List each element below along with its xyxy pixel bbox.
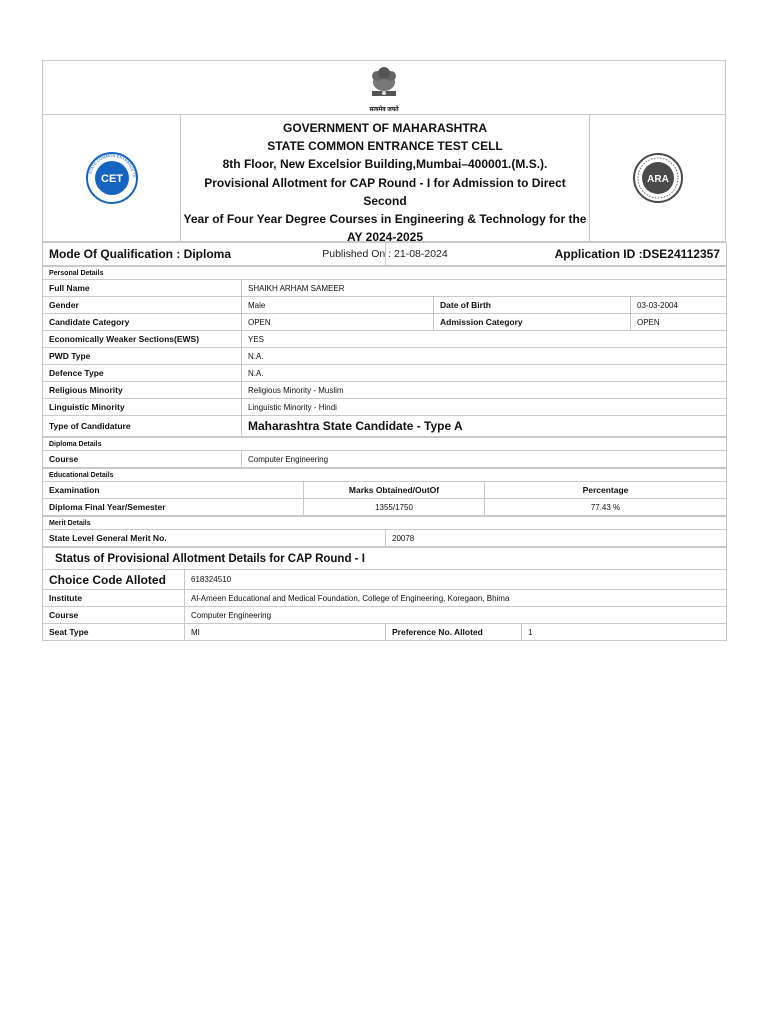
preference-value: 1 — [522, 624, 727, 641]
dob-value: 03-03-2004 — [631, 297, 727, 314]
choice-code-value: 618324510 — [185, 570, 727, 590]
candidate-category-value: OPEN — [242, 314, 434, 331]
admission-category-value: OPEN — [631, 314, 727, 331]
full-name-label: Full Name — [43, 280, 242, 297]
allotment-status-title: Status of Provisional Allotment Details for CAP Round - I — [43, 548, 727, 570]
merit-details-heading: Merit Details — [43, 517, 727, 530]
emblem-row — [42, 60, 726, 114]
choice-code-label: Choice Code Alloted — [43, 570, 185, 590]
religious-minority-label: Religious Minority — [43, 382, 242, 399]
merit-label: State Level General Merit No. — [43, 530, 386, 547]
marks-value: 1355/1750 — [304, 499, 485, 516]
header-text — [180, 115, 589, 261]
ews-label: Economically Weaker Sections(EWS) — [43, 331, 242, 348]
svg-text:STATE COMMON ENTRANCE TEST CEL: STATE COMMON ENTRANCE TE — [86, 152, 137, 179]
header-line-3: 8th Floor, New Excelsior Building,Mumbai–400001.(M.S.). — [222, 157, 548, 172]
candidature-value: Maharashtra State Candidate - Type A — [242, 416, 727, 437]
candidate-category-label: Candidate Category — [43, 314, 242, 331]
defence-type-value: N.A. — [242, 365, 727, 382]
header-line-4: Provisional Allotment for CAP Round - I for Admission to Direct Second — [204, 175, 566, 208]
dob-label: Date of Birth — [434, 297, 631, 314]
ara-logo-icon — [632, 152, 684, 204]
diploma-course-label: Course — [43, 451, 242, 468]
diploma-course-value: Computer Engineering — [242, 451, 727, 468]
institute-label: Institute — [43, 590, 185, 607]
allotted-course-value: Computer Engineering — [185, 607, 727, 624]
cet-logo — [43, 115, 180, 241]
linguistic-minority-value: Linguistic Minority - Hindi — [242, 399, 727, 416]
seat-type-label: Seat Type — [43, 624, 185, 641]
candidature-label: Type of Candidature — [43, 416, 242, 437]
personal-details-table — [42, 266, 727, 437]
header-line-1: GOVERNMENT OF MAHARASHTRA — [283, 121, 487, 135]
institute-value: Al-Ameen Educational and Medical Foundation, College of Engineering, Koregaon, Bhima — [185, 590, 727, 607]
percentage-header: Percentage — [485, 482, 727, 499]
published-date: Published On : 21-08-2024 — [322, 248, 448, 261]
merit-details-table — [42, 516, 727, 547]
national-emblem — [364, 61, 404, 114]
cet-logo-icon — [85, 151, 139, 205]
svg-text:ARA: ARA — [646, 174, 669, 185]
mode-of-qualification: Mode Of Qualification : Diploma — [43, 243, 386, 266]
application-id: Application ID :DSE24112357 — [386, 243, 727, 266]
gender-label: Gender — [43, 297, 242, 314]
educational-details-table — [42, 468, 727, 516]
linguistic-minority-label: Linguistic Minority — [43, 399, 242, 416]
pwd-type-label: PWD Type — [43, 348, 242, 365]
pwd-type-value: N.A. — [242, 348, 727, 365]
examination-header: Examination — [43, 482, 304, 499]
svg-text:CET: CET — [100, 173, 123, 185]
header-line-5: Year of Four Year Degree Courses in Engineering & Technology for the — [183, 212, 587, 227]
ashoka-emblem-icon — [364, 61, 404, 101]
preference-label: Preference No. Alloted — [386, 624, 522, 641]
allotment-table — [42, 547, 727, 641]
examination-value: Diploma Final Year/Semester — [43, 499, 304, 516]
diploma-details-heading: Diploma Details — [43, 438, 727, 451]
marks-header: Marks Obtained/OutOf — [304, 482, 485, 499]
religious-minority-value: Religious Minority - Muslim — [242, 382, 727, 399]
gender-value: Male — [242, 297, 434, 314]
full-name-value: SHAIKH ARHAM SAMEER — [242, 280, 727, 297]
percentage-value: 77.43 % — [485, 499, 727, 516]
admission-category-label: Admission Category — [434, 314, 631, 331]
ews-value: YES — [242, 331, 727, 348]
educational-details-heading: Educational Details — [43, 469, 727, 482]
diploma-details-table — [42, 437, 727, 468]
personal-details-heading: Personal Details — [43, 267, 727, 280]
allotment-document — [42, 60, 726, 641]
ara-logo — [589, 115, 725, 241]
allotted-course-label: Course — [43, 607, 185, 624]
seat-type-value: MI — [185, 624, 386, 641]
header-line-2: STATE COMMON ENTRANCE TEST CELL — [267, 139, 503, 154]
emblem-caption: सत्यमेव जयते — [369, 107, 399, 113]
header-line-6: AY 2024-2025 — [346, 230, 424, 245]
merit-value: 20078 — [386, 530, 727, 547]
defence-type-label: Defence Type — [43, 365, 242, 382]
